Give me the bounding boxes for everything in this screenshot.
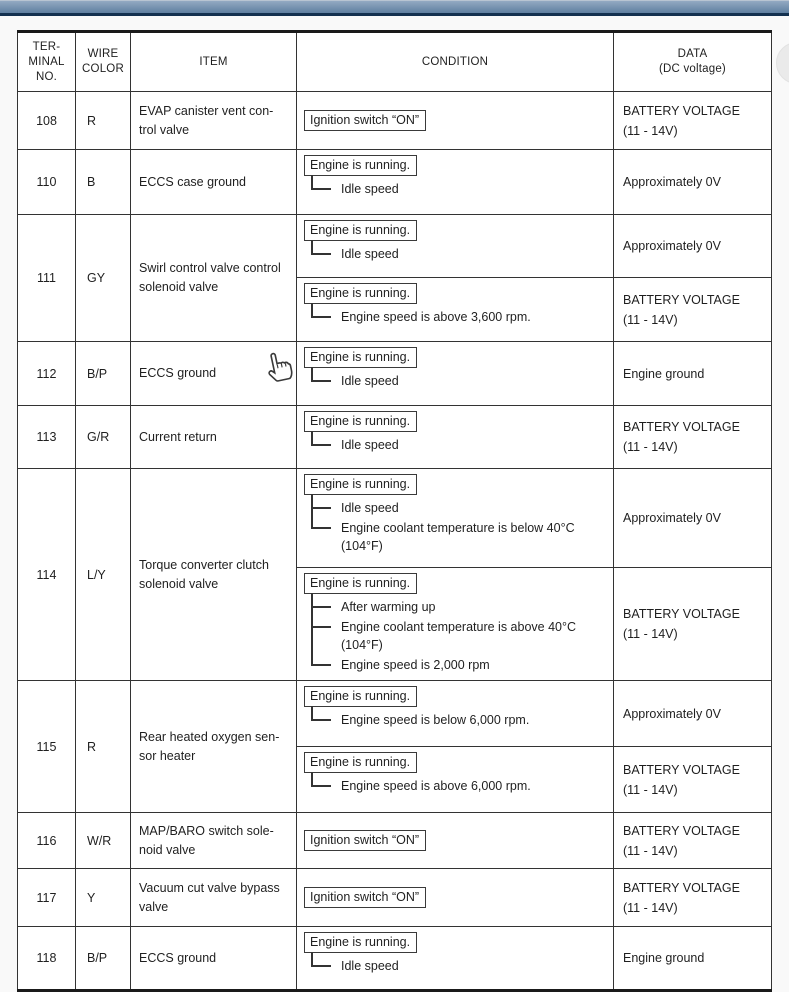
table-row [18, 215, 772, 278]
table-row [18, 150, 772, 215]
condition-tree-item: Idle speed [341, 370, 607, 390]
condition-cell [297, 927, 614, 991]
item-cell: Current return [131, 406, 297, 469]
page-curl-indicator [776, 42, 789, 84]
condition-tree-item: Engine speed is above 6,000 rpm. [341, 775, 607, 795]
header-condition: CONDITION [297, 32, 614, 92]
condition-tree [311, 955, 607, 975]
terminal-cell: 116 [18, 813, 76, 869]
wire-color-cell: W/R [76, 813, 131, 869]
condition-tree [311, 306, 607, 326]
condition-tree-item: Engine speed is 2,000 rpm [341, 654, 607, 674]
item-cell: ECCS ground [131, 342, 297, 406]
header-data: DATA (DC voltage) [614, 32, 772, 92]
terminal-cell: 111 [18, 215, 76, 342]
wire-color-cell: G/R [76, 406, 131, 469]
condition-cell [297, 813, 614, 869]
condition-tree [311, 434, 607, 454]
condition-box: Engine is running. [304, 686, 417, 707]
condition-box: Engine is running. [304, 347, 417, 368]
wire-color-cell: L/Y [76, 469, 131, 681]
condition-cell [297, 747, 614, 813]
item-cell: Rear heated oxygen sen- sor heater [131, 681, 297, 813]
table-header-row [18, 32, 772, 92]
condition-box: Ignition switch “ON” [304, 830, 426, 851]
condition-tree-item: Idle speed [341, 955, 607, 975]
condition-cell [297, 342, 614, 406]
table-row [18, 869, 772, 927]
table-row [18, 342, 772, 406]
table-row [18, 92, 772, 150]
data-cell: BATTERY VOLTAGE (11 - 14V) [614, 747, 772, 813]
table-row [18, 813, 772, 869]
condition-box: Engine is running. [304, 752, 417, 773]
item-cell: Torque converter clutch solenoid valve [131, 469, 297, 681]
data-cell: Approximately 0V [614, 215, 772, 278]
item-cell: Vacuum cut valve bypass valve [131, 869, 297, 927]
terminal-cell: 110 [18, 150, 76, 215]
data-cell: BATTERY VOLTAGE (11 - 14V) [614, 92, 772, 150]
data-cell: Approximately 0V [614, 150, 772, 215]
condition-tree [311, 178, 607, 198]
condition-tree-item: Idle speed [341, 178, 607, 198]
condition-cell [297, 406, 614, 469]
condition-tree-item: Idle speed [341, 434, 607, 454]
terminal-cell: 117 [18, 869, 76, 927]
table-row [18, 406, 772, 469]
condition-cell [297, 469, 614, 568]
condition-cell [297, 215, 614, 278]
data-cell: Approximately 0V [614, 681, 772, 747]
wire-color-cell: Y [76, 869, 131, 927]
condition-tree-item: Idle speed [341, 497, 607, 517]
condition-tree-item: After warming up [341, 596, 607, 616]
condition-tree [311, 596, 607, 674]
condition-cell [297, 869, 614, 927]
terminal-cell: 108 [18, 92, 76, 150]
condition-box: Engine is running. [304, 220, 417, 241]
data-cell: BATTERY VOLTAGE (11 - 14V) [614, 568, 772, 681]
condition-box: Engine is running. [304, 474, 417, 495]
condition-box: Engine is running. [304, 411, 417, 432]
data-cell: BATTERY VOLTAGE (11 - 14V) [614, 278, 772, 342]
condition-tree [311, 497, 607, 555]
data-cell: BATTERY VOLTAGE (11 - 14V) [614, 406, 772, 469]
wire-color-cell: GY [76, 215, 131, 342]
window-title-bar[interactable] [0, 0, 789, 16]
item-cell: ECCS ground [131, 927, 297, 991]
wire-color-cell: B [76, 150, 131, 215]
data-cell: BATTERY VOLTAGE (11 - 14V) [614, 869, 772, 927]
condition-cell [297, 568, 614, 681]
condition-box: Engine is running. [304, 573, 417, 594]
condition-tree-item: Idle speed [341, 243, 607, 263]
data-cell: BATTERY VOLTAGE (11 - 14V) [614, 813, 772, 869]
data-cell: Engine ground [614, 927, 772, 991]
condition-box: Ignition switch “ON” [304, 887, 426, 908]
condition-tree [311, 775, 607, 795]
terminal-voltage-table [17, 30, 772, 992]
condition-tree-item: Engine coolant temperature is above 40°C (104°F) [341, 616, 607, 654]
condition-box: Engine is running. [304, 932, 417, 953]
terminal-cell: 114 [18, 469, 76, 681]
condition-box: Ignition switch “ON” [304, 110, 426, 131]
condition-box: Engine is running. [304, 283, 417, 304]
header-terminal-no: TER- MINAL NO. [18, 32, 76, 92]
wire-color-cell: R [76, 92, 131, 150]
terminal-cell: 112 [18, 342, 76, 406]
condition-cell [297, 278, 614, 342]
header-item: ITEM [131, 32, 297, 92]
condition-tree-item: Engine speed is above 3,600 rpm. [341, 306, 607, 326]
item-cell: Swirl control valve control solenoid valve [131, 215, 297, 342]
condition-tree [311, 243, 607, 263]
condition-tree-item: Engine speed is below 6,000 rpm. [341, 709, 607, 729]
data-cell: Approximately 0V [614, 469, 772, 568]
condition-cell [297, 92, 614, 150]
document-page [17, 30, 772, 992]
wire-color-cell: R [76, 681, 131, 813]
condition-box: Engine is running. [304, 155, 417, 176]
condition-tree-item: Engine coolant temperature is below 40°C (104°F) [341, 517, 607, 555]
table-row [18, 469, 772, 568]
condition-tree [311, 370, 607, 390]
condition-cell [297, 681, 614, 747]
table-row [18, 681, 772, 747]
header-wire-color: WIRE COLOR [76, 32, 131, 92]
condition-tree [311, 709, 607, 729]
item-cell: EVAP canister vent con- trol valve [131, 92, 297, 150]
terminal-cell: 113 [18, 406, 76, 469]
terminal-cell: 115 [18, 681, 76, 813]
item-cell: ECCS case ground [131, 150, 297, 215]
wire-color-cell: B/P [76, 342, 131, 406]
table-row [18, 927, 772, 991]
terminal-cell: 118 [18, 927, 76, 991]
item-cell: MAP/BARO switch sole- noid valve [131, 813, 297, 869]
data-cell: Engine ground [614, 342, 772, 406]
condition-cell [297, 150, 614, 215]
wire-color-cell: B/P [76, 927, 131, 991]
